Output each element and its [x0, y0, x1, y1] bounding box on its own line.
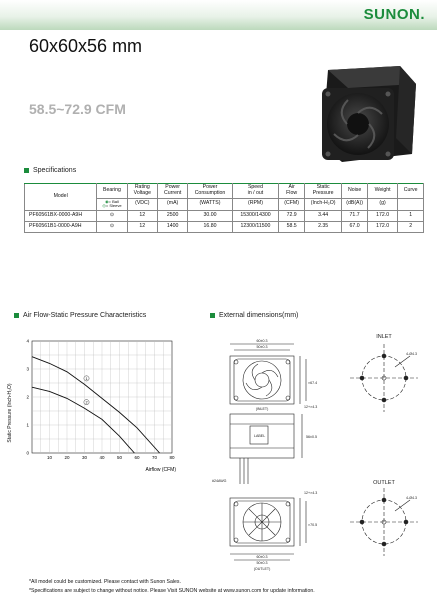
dim-label-pcd-2: ×70.5: [308, 523, 318, 527]
brand-logo: SUNON.: [363, 6, 425, 23]
dim-label-width-2: 60±0.3: [256, 555, 268, 559]
series-label-1: 1: [85, 376, 88, 381]
series-line-1: [32, 357, 160, 453]
cfm-range: 58.5~72.9 CFM: [29, 101, 126, 117]
x-tick-label: 50: [116, 455, 123, 460]
footnote-2: *Specifications are subject to change without notice. Please Visit SUNON website at www.sunon.com for update information.: [29, 588, 315, 594]
col-header: Air Flow: [279, 184, 305, 199]
unit-cell: (mA): [157, 198, 187, 210]
outlet-label: OUTLET: [373, 480, 395, 486]
unit-cell: (RPM): [232, 198, 279, 210]
dim-label-label: LABEL: [254, 434, 266, 438]
col-header: Static Pressure: [304, 184, 341, 199]
unit-cell: (WATTS): [188, 198, 232, 210]
side-view: [230, 414, 302, 484]
fan-photo: [300, 62, 418, 167]
dim-label-inner-2: 50±0.3: [256, 561, 268, 565]
dim-label-hole-alt: 12+×4.3: [304, 405, 318, 409]
outlet-caption: (OUTLET): [253, 567, 271, 571]
col-header: Model: [25, 184, 97, 211]
unit-cell: (CFM): [279, 198, 305, 210]
bearing-legend: ◉= Ball ◎= Sleeve: [97, 198, 127, 210]
y-tick-label: 3: [26, 366, 29, 372]
col-header: Bearing: [97, 184, 127, 199]
spec-header-row: [25, 184, 424, 199]
x-tick-label: 20: [64, 455, 70, 460]
y-tick-label: 2: [26, 394, 29, 400]
specs-section-title: Specifications: [24, 167, 76, 174]
bullet-square-icon: [210, 313, 215, 318]
spec-table: [24, 183, 424, 233]
col-header: Curve: [398, 184, 424, 199]
x-tick-label: 80: [169, 455, 175, 460]
dims-section-title: External dimensions(mm): [210, 312, 298, 319]
dim-label-awg: #24AWG: [212, 479, 227, 483]
unit-cell: [398, 198, 424, 210]
y-tick-label: 1: [26, 422, 29, 428]
inlet-label: INLET: [376, 334, 392, 340]
pq-section-title: Air Flow-Static Pressure Characteristics: [14, 312, 146, 319]
front-view-outlet: [230, 498, 306, 560]
unit-cell: (g): [367, 198, 397, 210]
dim-label-inner: 50±0.3: [256, 345, 268, 349]
pq-chart: [18, 335, 178, 475]
dim-label-hole-alt-2: 12+×4.3: [304, 491, 318, 495]
series-label-2: 2: [85, 400, 88, 405]
x-tick-label: 60: [134, 455, 140, 460]
x-tick-label: 30: [81, 455, 88, 460]
outlet-hole-label: 4-Ø4.3: [406, 496, 417, 500]
col-header: Speed in / out: [232, 184, 279, 199]
page-title: 60x60x56 mm: [29, 36, 143, 56]
x-tick-label: 70: [151, 455, 158, 460]
y-tick-label: 4: [26, 338, 29, 344]
col-header: Noise: [342, 184, 368, 199]
unit-cell: (VDC): [127, 198, 157, 210]
col-header: Rating Voltage: [127, 184, 157, 199]
col-header: Weight: [367, 184, 397, 199]
footnote-1: *All model could be customized. Please contact with Sunon Sales.: [29, 579, 181, 585]
unit-cell: (dB(A)): [342, 198, 368, 210]
chart-xlabel: Airflow (CFM): [145, 467, 176, 473]
dimension-drawings: [210, 322, 435, 572]
inlet-caption: (INLET): [255, 407, 269, 411]
table-row: PF60561BX-0000-A9H ⊙ 12 2500 30.00 15300/14300 72.9 3.44 71.7 172.0 1: [25, 210, 424, 221]
dim-label-depth: 56±0.5: [306, 435, 317, 439]
bullet-square-icon: [14, 313, 19, 318]
dim-label-width: 60±0.3: [256, 339, 268, 343]
col-header: Power Current: [157, 184, 187, 199]
bullet-square-icon: [24, 168, 29, 173]
dim-label-pcd: ×67.4: [308, 381, 318, 385]
front-view-inlet: [230, 344, 306, 404]
inlet-hole-label: 4-Ø4.3: [406, 352, 417, 356]
x-tick-label: 10: [46, 455, 53, 460]
y-tick-label: 0: [26, 450, 29, 456]
x-tick-label: 40: [99, 455, 105, 460]
unit-cell: (Inch-H₂O): [304, 198, 341, 210]
table-row: PF60561B1-0000-A9H ⊙ 12 1400 16.80 12300/11500 58.5 2.35 67.0 172.0 2: [25, 221, 424, 232]
chart-ylabel: Static Pressure (Inch-H₂O): [7, 383, 13, 443]
col-header: Power Consumption: [188, 184, 232, 199]
